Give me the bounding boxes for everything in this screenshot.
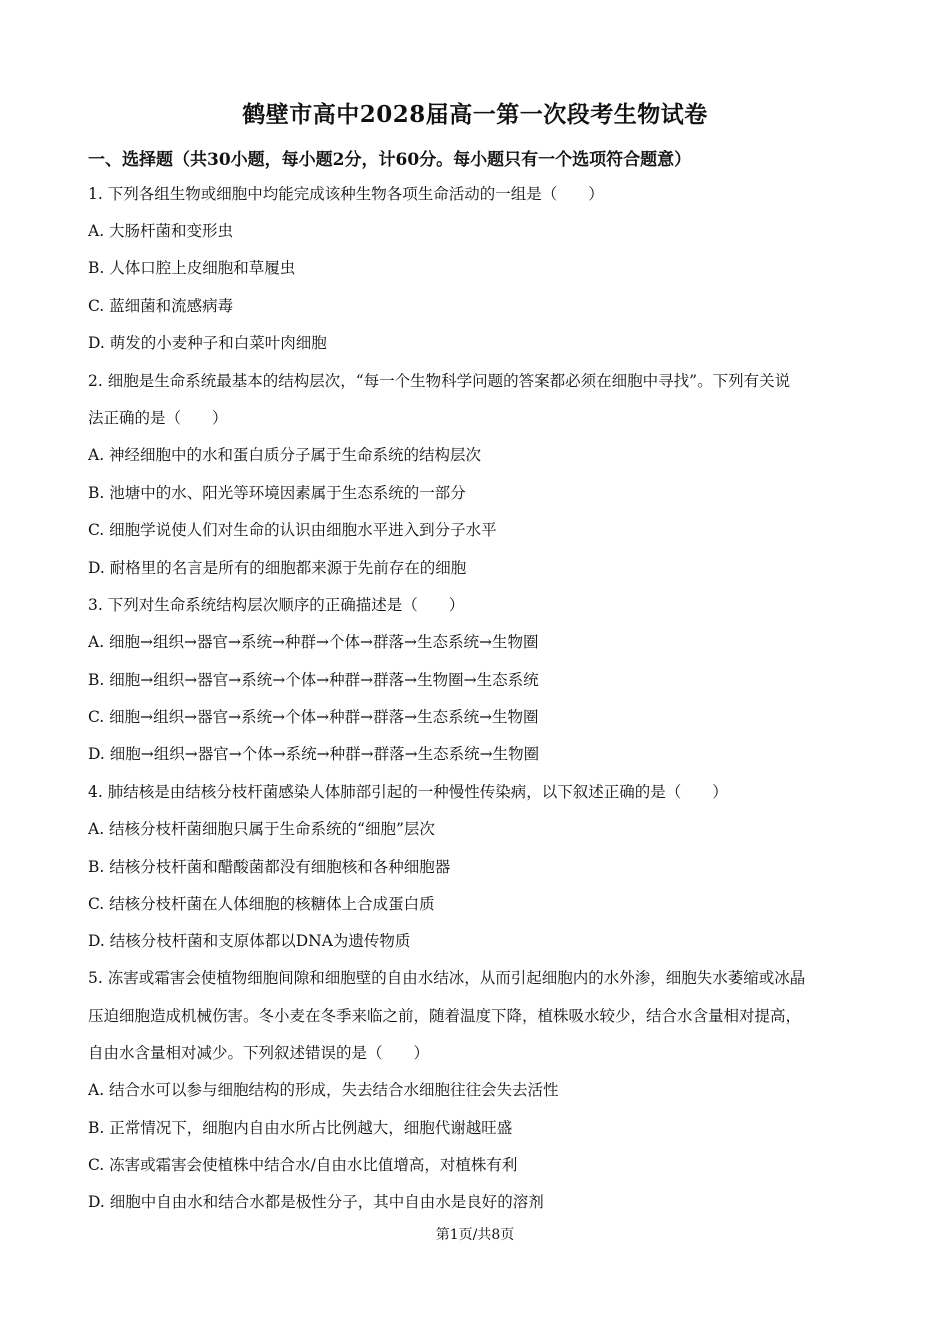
- question-2-option-c: C. 细胞学说使人们对生命的认识由细胞水平进入到分子水平: [88, 521, 497, 539]
- exam-title: 鹤壁市高中2028届高一第一次段考生物试卷: [242, 101, 708, 128]
- question-2-option-b: B. 池塘中的水、阳光等环境因素属于生态系统的一部分: [88, 484, 466, 502]
- question-2-stem-line-1: 2. 细胞是生命系统最基本的结构层次，“每一个生物科学问题的答案都必须在细胞中寻找”。下列有关说: [88, 372, 791, 390]
- question-3-option-c: C. 细胞→组织→器官→系统→个体→种群→群落→生态系统→生物圈: [88, 708, 539, 726]
- question-2-option-d: D. 耐格里的名言是所有的细胞都来源于先前存在的细胞: [88, 559, 467, 577]
- section-heading: 一、选择题（共30小题，每小题2分，计60分。每小题只有一个选项符合题意）: [88, 150, 692, 170]
- question-5-stem-line-3: 自由水含量相对减少。下列叙述错误的是（ ）: [88, 1044, 430, 1062]
- question-2-stem-line-2: 法正确的是（ ）: [88, 409, 228, 427]
- question-1-option-d: D. 萌发的小麦种子和白菜叶肉细胞: [88, 334, 327, 352]
- page-footer: 第1页/共8页: [435, 1227, 515, 1243]
- question-5-option-c: C. 冻害或霜害会使植株中结合水/自由水比值增高，对植株有利: [88, 1156, 518, 1174]
- question-4-option-b: B. 结核分枝杆菌和醋酸菌都没有细胞核和各种细胞器: [88, 858, 451, 876]
- question-4-option-c: C. 结核分枝杆菌在人体细胞的核糖体上合成蛋白质: [88, 895, 435, 913]
- question-5-option-d: D. 细胞中自由水和结合水都是极性分子，其中自由水是良好的溶剂: [88, 1193, 544, 1211]
- question-5-option-b: B. 正常情况下，细胞内自由水所占比例越大，细胞代谢越旺盛: [88, 1119, 513, 1137]
- question-2-option-a: A. 神经细胞中的水和蛋白质分子属于生命系统的结构层次: [88, 446, 482, 464]
- question-4-stem: 4. 肺结核是由结核分枝杆菌感染人体肺部引起的一种慢性传染病，以下叙述正确的是（ ）: [88, 783, 728, 801]
- question-1-stem: 1. 下列各组生物或细胞中均能完成该种生物各项生命活动的一组是（ ）: [88, 185, 604, 203]
- question-5-stem-line-2: 压迫细胞造成机械伤害。冬小麦在冬季来临之前，随着温度下降，植株吸水较少，结合水含量相对提高，: [88, 1007, 802, 1025]
- question-4-option-d: D. 结核分枝杆菌和支原体都以DNA为遗传物质: [88, 932, 411, 950]
- question-5-stem-line-1: 5. 冻害或霜害会使植物细胞间隙和细胞壁的自由水结冰，从而引起细胞内的水外渗，细胞失水萎缩或冰晶: [88, 969, 806, 987]
- question-3-option-d: D. 细胞→组织→器官→个体→系统→种群→群落→生态系统→生物圈: [88, 745, 540, 763]
- question-1-option-c: C. 蓝细菌和流感病毒: [88, 297, 234, 315]
- question-4-option-a: A. 结核分枝杆菌细胞只属于生命系统的“细胞”层次: [88, 820, 435, 838]
- question-3-stem: 3. 下列对生命系统结构层次顺序的正确描述是（ ）: [88, 596, 465, 614]
- question-1-option-a: A. 大肠杆菌和变形虫: [88, 222, 234, 240]
- question-5-option-a: A. 结合水可以参与细胞结构的形成，失去结合水细胞往往会失去活性: [88, 1081, 559, 1099]
- question-3-option-a: A. 细胞→组织→器官→系统→种群→个体→群落→生态系统→生物圈: [88, 633, 539, 651]
- question-3-option-b: B. 细胞→组织→器官→系统→个体→种群→群落→生物圈→生态系统: [88, 671, 539, 689]
- question-1-option-b: B. 人体口腔上皮细胞和草履虫: [88, 259, 296, 277]
